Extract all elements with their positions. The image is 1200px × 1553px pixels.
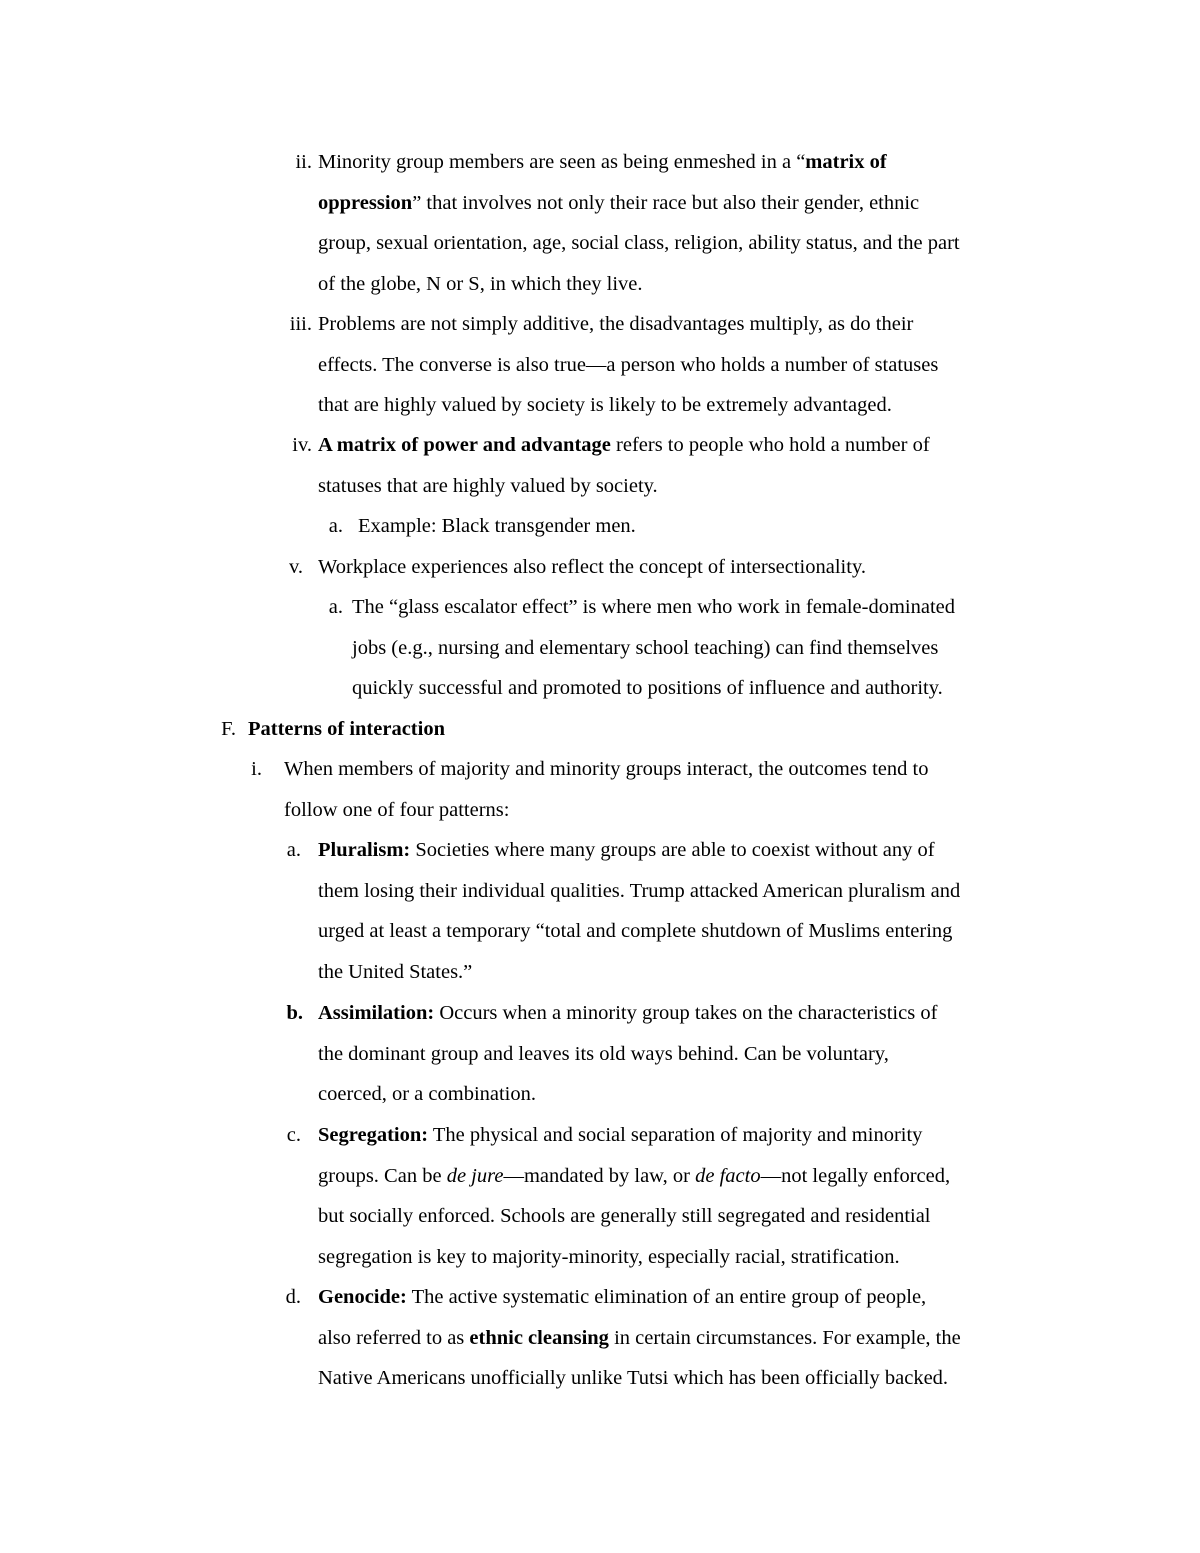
text-run: follow one of four patterns: (284, 799, 510, 821)
text-line (358, 514, 636, 538)
text-run: but socially enforced. Schools are generally still segregated and residential (318, 1205, 931, 1227)
text-run: effects. The converse is also true—a person who holds a number of statuses (318, 354, 939, 376)
text-run: in certain circumstances. For example, the (608, 1327, 961, 1349)
text-line (352, 676, 943, 700)
text-run: segregation is key to majority-minority, especially racial, stratification. (318, 1246, 900, 1268)
text-line (318, 919, 952, 943)
text-run: —not legally enforced, (760, 1165, 951, 1187)
list-marker: iii. (289, 313, 312, 335)
text-run: The active systematic elimination of an entire group of people, (406, 1286, 927, 1308)
bold-term: Genocide: (318, 1286, 407, 1308)
text-line (318, 838, 935, 862)
text-run: refers to people who hold a number of (610, 434, 930, 456)
text-run: quickly successful and promoted to positions of influence and authority. (352, 677, 943, 699)
bold-term: Segregation: (318, 1124, 429, 1146)
text-line (318, 1285, 926, 1309)
list-marker: ii. (295, 151, 312, 173)
text-line (284, 757, 928, 781)
italic-term: de facto (695, 1165, 761, 1187)
text-line (318, 191, 919, 215)
text-line (318, 1164, 950, 1188)
text-line (318, 1245, 900, 1269)
text-run: urged at least a temporary “total and complete shutdown of Muslims entering (318, 920, 953, 942)
text-run: also referred to as (318, 1327, 470, 1349)
text-line (318, 555, 866, 579)
text-line (318, 272, 643, 296)
text-line (318, 1366, 948, 1390)
bold-term: matrix of (805, 151, 887, 173)
text-run: statuses that are highly valued by society. (318, 475, 658, 497)
text-run: of the globe, N or S, in which they live. (318, 273, 643, 295)
text-line (318, 312, 913, 336)
bold-term: ethnic cleansing (469, 1327, 609, 1349)
bold-term: Assimilation: (318, 1002, 435, 1024)
text-line (318, 231, 960, 255)
bold-term: Patterns of interaction (248, 718, 445, 740)
text-run: the dominant group and leaves its old ways behind. Can be voluntary, (318, 1043, 889, 1065)
text-run: Societies where many groups are able to coexist without any of (410, 839, 935, 861)
list-marker: b. (286, 1002, 303, 1024)
text-run: coerced, or a combination. (318, 1083, 537, 1105)
text-line (318, 393, 892, 417)
text-run: When members of majority and minority groups interact, the outcomes tend to (284, 758, 929, 780)
text-line (318, 1001, 937, 1025)
text-line (318, 1042, 889, 1066)
text-line (318, 433, 930, 457)
text-run: Native Americans unofficially unlike Tutsi which has been officially backed. (318, 1367, 949, 1389)
text-run: Minority group members are seen as being enmeshed in a “ (318, 151, 806, 173)
list-marker: a. (328, 515, 343, 537)
text-run: Occurs when a minority group takes on the characteristics of (434, 1002, 938, 1024)
text-run: them losing their individual qualities. Trump attacked American pluralism and (318, 880, 961, 902)
text-run: that are highly valued by society is likely to be extremely advantaged. (318, 394, 892, 416)
list-marker: F. (221, 718, 236, 740)
text-line (318, 474, 658, 498)
text-line (352, 595, 955, 619)
text-line (352, 636, 938, 660)
list-marker: a. (286, 839, 301, 861)
text-run: ” that involves not only their race but also their gender, ethnic (412, 192, 920, 214)
text-run: jobs (e.g., nursing and elementary school teaching) can find themselves (352, 637, 939, 659)
text-line (318, 1326, 961, 1350)
text-line (318, 150, 887, 174)
list-marker: iv. (292, 434, 312, 456)
italic-term: de jure (446, 1165, 504, 1187)
text-run: The physical and social separation of majority and minority (428, 1124, 923, 1146)
list-marker: v. (288, 556, 303, 578)
text-run: groups. Can be (318, 1165, 447, 1187)
text-run: The “glass escalator effect” is where men who work in female-dominated (352, 596, 955, 618)
list-marker: c. (286, 1124, 301, 1146)
text-line (248, 717, 445, 741)
text-line (318, 1082, 536, 1106)
list-marker: a. (328, 596, 343, 618)
text-line (284, 798, 509, 822)
list-marker: i. (251, 758, 262, 780)
text-run: Workplace experiences also reflect the concept of intersectionality. (318, 556, 866, 578)
text-run: Problems are not simply additive, the disadvantages multiply, as do their (318, 313, 914, 335)
bold-term: Pluralism: (318, 839, 411, 861)
text-line (318, 960, 472, 984)
text-line (318, 1123, 922, 1147)
bold-term: A matrix of power and advantage (318, 434, 611, 456)
text-run: Example: Black transgender men. (358, 515, 636, 537)
text-run: group, sexual orientation, age, social class, religion, ability status, and the part (318, 232, 960, 254)
list-marker: d. (285, 1286, 301, 1308)
text-line (318, 353, 938, 377)
text-run: the United States.” (318, 961, 473, 983)
bold-term: oppression (318, 192, 413, 214)
text-line (318, 1204, 931, 1228)
text-line (318, 879, 960, 903)
text-run: —mandated by law, or (503, 1165, 696, 1187)
